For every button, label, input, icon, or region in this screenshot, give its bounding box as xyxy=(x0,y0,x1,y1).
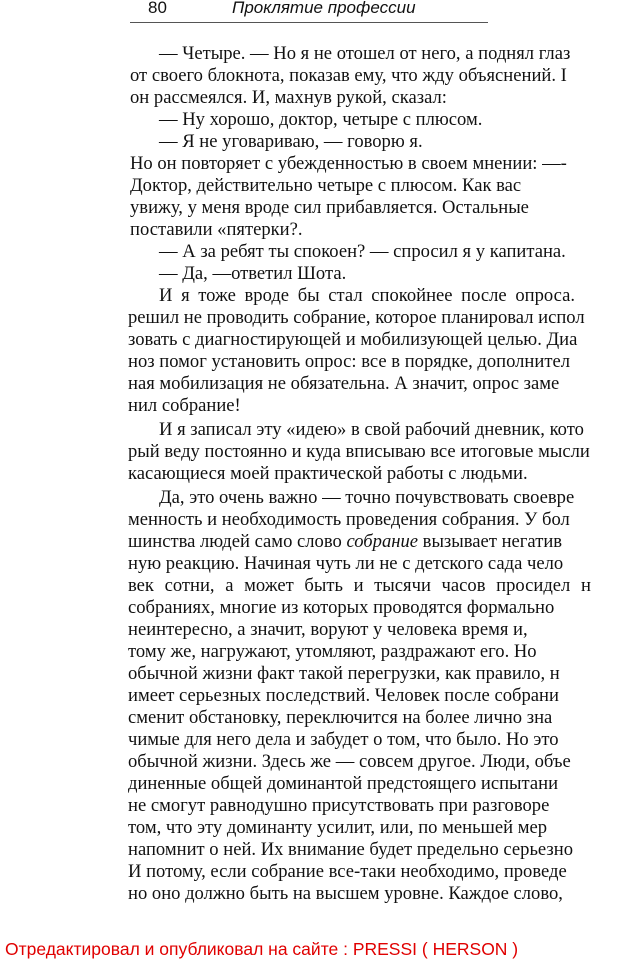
emphasized-word: собрание xyxy=(346,531,419,552)
page-number: 80 xyxy=(148,0,167,17)
text-line: — А за ребят ты спокоен? — спросил я у капитана. xyxy=(159,241,566,262)
text-line: поставили «пятерки?. xyxy=(130,219,303,240)
text-line: от своего блокнота, показав ему, что жду объяснений. I xyxy=(130,65,567,86)
text-line: собраниях, многие из которых проводятся формально xyxy=(128,597,555,618)
site-credit: Отредактировал и опубликовал на сайте : PRESSI ( HERSON ) xyxy=(5,939,519,959)
body-text xyxy=(0,43,620,904)
text-line: решил не проводить собрание, которое планировал испол xyxy=(128,307,585,328)
text-line: чимые для него дела и забудет о том, что было. Но это xyxy=(128,729,559,750)
text-line: не смогут равнодушно присутствовать при разговоре xyxy=(128,795,550,816)
text-line: рый веду постоянно и куда вписываю все итоговые мысли xyxy=(128,441,590,462)
text-line: увижу, у меня вроде сил прибавляется. Остальные xyxy=(130,197,529,218)
text-line: Но он повторяет с убежденностью в своем мнении: —- xyxy=(130,153,567,174)
text-line: век сотни, а может быть и тысячи часов просидел н xyxy=(128,575,591,596)
text-line: шинства людей само слово собрание вызывает негатив xyxy=(128,531,563,552)
text-line: зовать с диагностирующей и мобилизующей целью. Диа xyxy=(128,329,578,350)
text-line: — Я не уговариваю, — говорю я. xyxy=(159,131,423,152)
text-line: И я тоже вроде бы стал спокойнее после опроса. xyxy=(159,285,576,306)
text-line: И я записал эту «идею» в свой рабочий дневник, кото xyxy=(159,419,584,440)
running-title: Проклятие профессии xyxy=(232,0,416,17)
text-line: ноз помог установить опрос: все в порядке, дополнител xyxy=(128,351,570,372)
text-line: И потому, если собрание все-таки необходимо, проведе xyxy=(128,861,567,882)
text-line: касающиеся моей практической работы с людьми. xyxy=(128,463,528,484)
text-line: тому же, нагружают, утомляют, раздражают его. Но xyxy=(128,641,537,662)
text-line: диненные общей доминантой предстоящего испытани xyxy=(128,773,559,794)
text-line: том, что эту доминанту усилит, или, по меньшей мер xyxy=(128,817,548,838)
text-line: менность и необходимость проведения собрания. У бол xyxy=(128,509,570,530)
text-line: — Да, —ответил Шота. xyxy=(159,263,347,284)
text-line: Доктор, действительно четыре с плюсом. Как вас xyxy=(130,175,522,196)
text-line: ная мобилизация не обязательна. А значит, опрос заме xyxy=(128,373,560,394)
text-line: неинтересно, а значит, воруют у человека время и, xyxy=(128,619,528,640)
text-line: напомнит о ней. Их внимание будет предельно серьезно xyxy=(128,839,574,860)
text-line: он рассмеялся. И, махнув рукой, сказал: xyxy=(130,87,447,108)
text-line: но оно должно быть на высшем уровне. Каждое слово, xyxy=(128,883,563,904)
text-line: — Ну хорошо, доктор, четыре с плюсом. xyxy=(159,109,483,130)
text-line: обычной жизни факт такой перегрузки, как правило, н xyxy=(128,663,560,684)
text-line: нил собрание! xyxy=(128,395,241,416)
page-header xyxy=(130,0,488,23)
text-line: ную реакцию. Начиная чуть ли не с детского сада чело xyxy=(128,553,564,574)
text-line: Да, это очень важно — точно почувствовать своевре xyxy=(159,487,575,508)
text-line: обычной жизни. Здесь же — совсем другое. Люди, объе xyxy=(128,751,571,772)
text-line: имеет серьезных последствий. Человек после собрани xyxy=(128,685,559,706)
text-line: сменит обстановку, переключится на более лично зна xyxy=(128,707,553,728)
text-line: — Четыре. — Но я не отошел от него, а поднял глаз xyxy=(159,43,571,64)
